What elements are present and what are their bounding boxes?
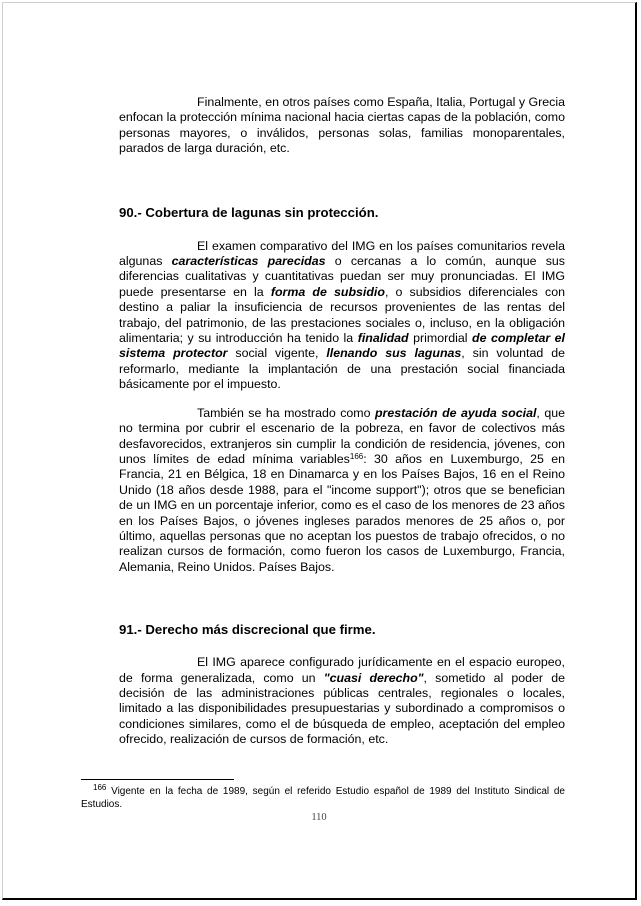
section-heading-91: 91.- Derecho más discrecional que firme.	[119, 622, 376, 638]
text-run: , sin voluntad de reformarlo, mediante la implantación de una prestación social financiada básicamente por el impuesto.	[119, 346, 565, 392]
text-run: , sometido al poder de decisión de las administraciones públicas centrales, regionales o locales, limitado a las disponibilidades presupuestarias y subordinado a compromisos o condiciones similares, como el de búsqueda de empleo, aceptación del empleo ofrecido, realización de cursos de formación, etc.	[119, 670, 565, 747]
text-run: , o subsidios diferenciales con destino a paliar la insuficiencia de recursos provenientes de las rentas del trabajo, del patrimonio, de las prestaciones sociales o, incluso, en la obligación alimentaria; y su introducción ha tenido la	[119, 284, 565, 346]
page-number: 110	[311, 812, 327, 823]
footnote-reference[interactable]: 166	[349, 451, 364, 461]
footnote-number: 166	[93, 783, 107, 792]
text-run: También se ha mostrado como	[197, 405, 375, 420]
emphasis-run: de completar el sistema protector	[119, 331, 565, 361]
text-run: El examen comparativo del IMG en los países comunitarios revela algunas	[119, 238, 565, 269]
text-run: o cercanas a lo común, aunque sus diferencias cualitativas y cuantitativas puedan ser muy pronunciadas. El IMG puede presentarse en la	[119, 254, 565, 299]
paragraph-91-1	[119, 655, 565, 747]
emphasis-run: características parecidas	[171, 254, 326, 269]
emphasis-run: prestación de ayuda social	[374, 405, 537, 420]
body-text	[119, 95, 565, 748]
paragraph-90-1	[119, 239, 565, 393]
emphasis-run: forma de subsidio	[270, 284, 385, 299]
emphasis-run: "cuasi derecho"	[323, 670, 424, 685]
text-run: El IMG aparece configurado jurídicamente en el espacio europeo, de forma generalizada, como un	[119, 655, 565, 685]
document-page	[2, 2, 637, 900]
footnote	[81, 785, 565, 811]
text-run: : 30 años en Luxemburgo, 25 en Francia, 21 en Bélgica, 18 en Dinamarca y en los Países Bajos, 16 en el Reino Unido (18 años desde 1988, para el "income support"); otros que se benefician de un IMG en un porcentaje inferior, como es el caso de los menores de 23 años en los Países Bajos, o jóvenes ingleses parados menores de 25 años o, por último, aquellas personas que no aceptan los puestos de trabajo ofrecidos, o no realizan cursos de formación, como fueron los casos de Luxemburgo, Francia, Alemania, Reino Unidos. Países Bajos.	[119, 451, 566, 574]
text-run: , que no termina por cubrir el escenario de la pobreza, en favor de colectivos más desfavorecidos, extranjeros sin cumplir la condición de residencia, jóvenes, con unos límites de edad mínima variables	[119, 405, 565, 466]
paragraph-90-2	[119, 406, 565, 575]
text-run: primordial	[408, 331, 472, 346]
paragraph-intro: Finalmente, en otros países como España, Italia, Portugal y Grecia enfocan la protección mínima nacional hacia ciertas capas de la población, como personas mayores, o inválidos, personas solas, familias monoparentales, parados de larga duración, etc.	[119, 95, 565, 156]
footnote-separator	[81, 779, 234, 780]
emphasis-run: finalidad	[357, 331, 409, 346]
text-run: social vigente,	[227, 346, 327, 361]
emphasis-run: llenando sus lagunas	[326, 346, 462, 361]
footnote-text: Vigente en la fecha de 1989, según el referido Estudio español de 1989 del Instituto Sindical de Estudios.	[81, 786, 565, 810]
section-heading-90: 90.- Cobertura de lagunas sin protección.	[119, 204, 379, 220]
